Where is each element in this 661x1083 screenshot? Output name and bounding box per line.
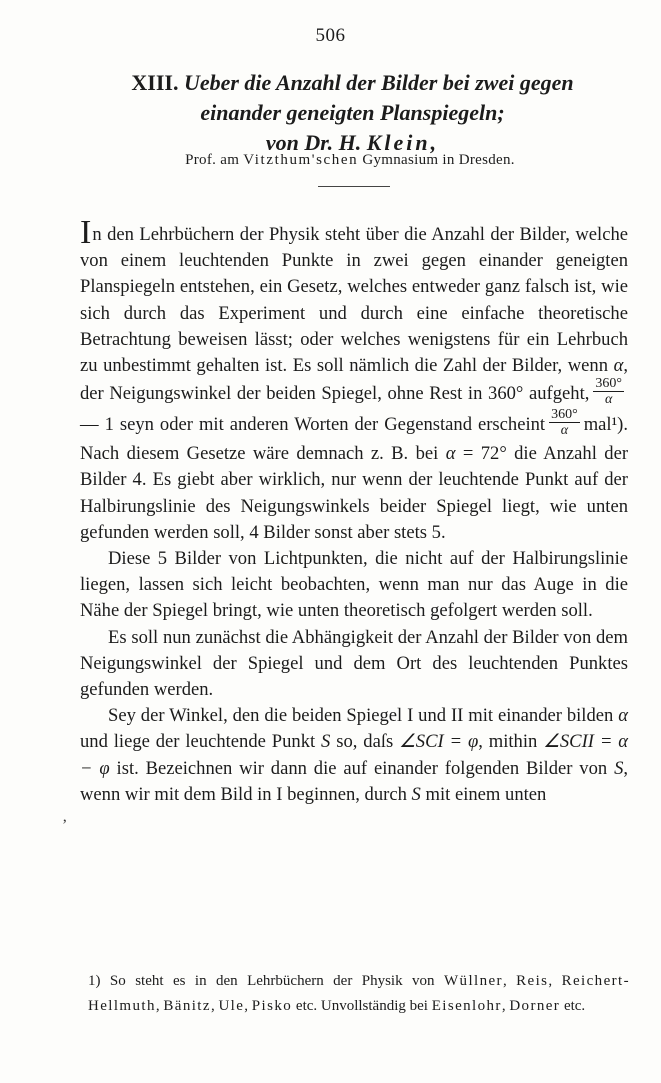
p1-text-c: — 1 seyn oder mit anderen Worten der Gegenstand erscheint: [80, 413, 546, 435]
fn-text-a: 1) So steht es in den Lehrbüchern der Physik von: [88, 973, 435, 989]
article-title: [70, 68, 635, 158]
article-body: [80, 214, 629, 808]
title-line-1: Ueber die Anzahl der Bilder bei zwei gegen: [183, 70, 574, 95]
affiliation-name: Vitzthum'schen: [243, 152, 359, 168]
title-line-2: einander geneigten Planspiegeln;: [200, 100, 505, 125]
margin-mark: ʼ: [62, 817, 68, 834]
fn-sep-5: ,: [244, 998, 249, 1014]
p4-s-1: S: [321, 731, 331, 753]
p4-s-3: S: [411, 783, 421, 805]
affiliation-prefix: Prof. am: [185, 152, 240, 168]
drop-cap: I: [80, 214, 91, 251]
p4-alpha: α: [618, 705, 628, 727]
p4-text-f: , wenn wir mit dem Bild in I beginnen, durch: [80, 757, 629, 805]
frac2-numerator: 360°: [551, 407, 578, 423]
page-number: 506: [315, 25, 346, 46]
affiliation-suffix: Gymnasium in Dresden.: [362, 152, 515, 168]
paragraph-2: Diese 5 Bilder von Lichtpunkten, die nicht auf der Halbirungslinie liegen, lassen sich leicht beobachten, wenn man nur das Auge in die Nähe der Spiegel bringt, wie unten theoretisch gefolgert werden soll.: [80, 548, 628, 622]
fn-text-b: etc. Unvollständig bei: [295, 998, 428, 1014]
frac2-denominator: α: [560, 423, 569, 439]
fraction-360-over-alpha-1: [593, 376, 624, 407]
fn-sep-2: ,: [548, 973, 553, 989]
fn-sep-3: ,: [155, 998, 160, 1014]
p4-s-2: S: [614, 757, 624, 779]
author-affiliation: [40, 152, 660, 169]
frac1-denominator: α: [605, 392, 613, 408]
p4-equation-1: ∠SCI = φ: [399, 731, 479, 753]
title-number: XIII.: [131, 70, 179, 95]
p1-alpha-2: α: [445, 443, 456, 465]
p4-equation-2: ∠SCII = α − φ: [80, 731, 628, 779]
p1-alpha-1: α: [613, 355, 624, 377]
p1-text-a: n den Lehrbüchern der Physik steht über die Anzahl der Bilder, welche von einem leuchtenden Punkte in zwei gegen einander geneigten Planspiegeln entstehen, ein Gesetz, welches entweder ganz falsch ist, wie sich durch das Experiment und durch eine einfache theoretische Betrachtung beweisen lässt; oder welches wenigstens für ein Lehrbuch zu unbestimmt gehalten ist. Es soll nämlich die Zahl der Bilder, wenn: [80, 224, 628, 377]
p4-text-d: , mithin: [478, 731, 538, 753]
author-name: Klein,: [366, 130, 440, 155]
footnote: [88, 969, 630, 1019]
fn-sep-4: ,: [210, 998, 215, 1014]
fn-name-dorner: Dorner: [509, 998, 561, 1014]
fn-name-reichert-hellmuth: Reichert-Hellmuth: [88, 973, 630, 1014]
author-prefix: von Dr. H.: [265, 130, 362, 155]
title-divider: [318, 186, 390, 187]
fraction-360-over-alpha-2: [549, 407, 580, 438]
fn-sep-1: ,: [502, 973, 507, 989]
paragraph-4: [80, 703, 628, 808]
p1-text-d: mal¹). Nach diesem Gesetze wäre demnach z. B. bei: [80, 413, 628, 465]
fn-name-reis: Reis: [516, 973, 549, 989]
fn-sep-6: ,: [501, 998, 506, 1014]
fn-name-wuellner: Wüllner: [443, 973, 503, 989]
paragraph-3: Es soll nun zunächst die Abhängigkeit der Anzahl der Bilder von dem Neigungswinkel der Spiegel und dem Ort des leuchtenden Punktes gefunden werden.: [80, 626, 628, 701]
frac1-numerator: 360°: [595, 376, 622, 392]
p1-text-e: = 72° die Anzahl der Bilder 4. Es giebt aber wirklich, nur wenn der leuchtende Punkt auf der Halbirungslinie des Neigungswinkels beider Spiegel liegt, wie unten gefunden werden soll, 4 Bilder sonst aber stets 5.: [80, 443, 629, 543]
fn-text-c: etc.: [563, 998, 586, 1014]
p4-text-g: mit einem unten: [425, 783, 547, 805]
fn-name-eisenlohr: Eisenlohr: [431, 998, 502, 1014]
p4-text-b: und liege der leuchtende Punkt: [80, 731, 316, 753]
fn-name-baenitz: Bänitz: [163, 998, 211, 1014]
p1-text-b: , der Neigungswinkel der beiden Spiegel, ohne Rest in 360° aufgeht,: [80, 355, 628, 404]
fn-name-ule: Ule: [218, 998, 245, 1014]
paragraph-1: [80, 214, 629, 546]
p4-text-a: Sey der Winkel, den die beiden Spiegel I und II mit einander bilden: [108, 705, 614, 727]
p4-text-c: so, daſs: [336, 731, 394, 753]
fn-name-pisko: Pisko: [251, 998, 293, 1014]
p4-text-e: ist. Bezeichnen wir dann die auf einander folgenden Bilder von: [116, 757, 608, 779]
